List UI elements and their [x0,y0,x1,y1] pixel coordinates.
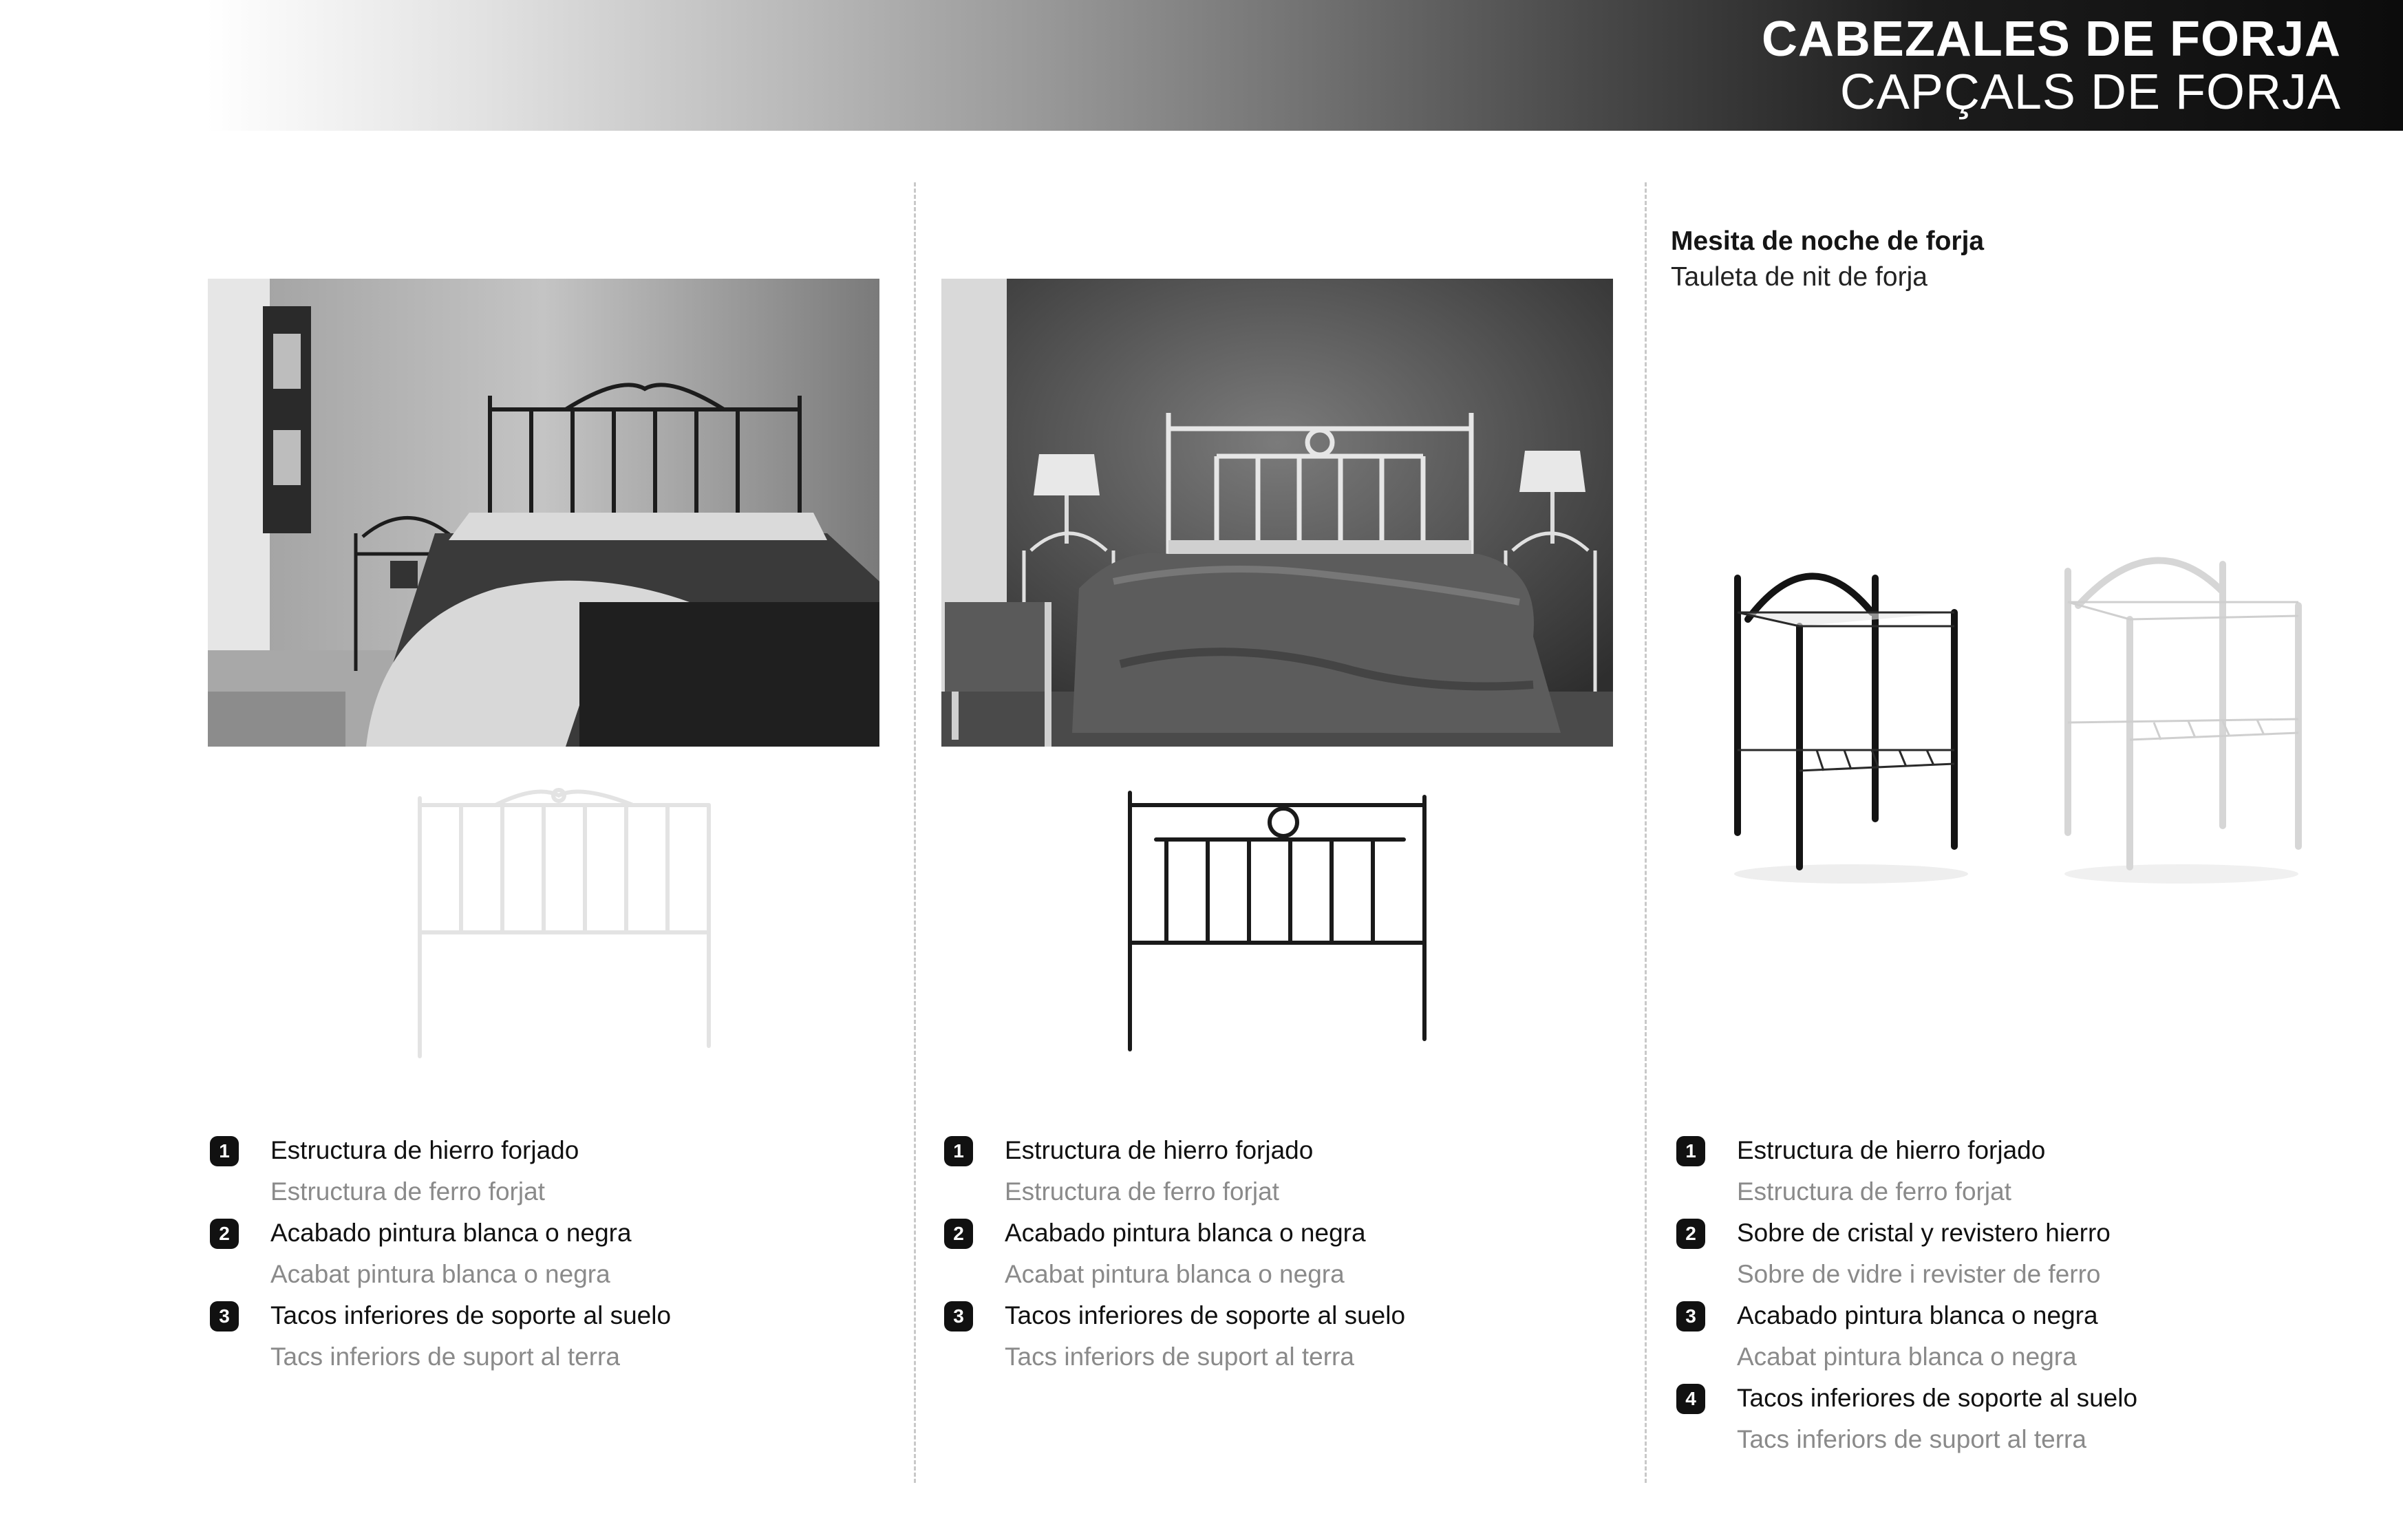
feature-text-ca: Tacs inferiors de suport al terra [270,1343,620,1371]
feature-text-ca: Estructura de ferro forjat [1005,1177,1279,1206]
feature-text-es: Acabado pintura blanca o negra [1737,1301,2098,1329]
number-badge: 4 [1676,1384,1705,1414]
feature-text-es: Sobre de cristal y revistero hierro [1737,1219,2111,1247]
number-badge: 3 [944,1301,973,1332]
number-badge: 2 [1676,1219,1705,1249]
feature-text-es: Tacos inferiores de soporte al suelo [1005,1301,1406,1329]
feature-text-es: Estructura de hierro forjado [1737,1136,2046,1164]
feature-text-ca: Tacs inferiors de suport al terra [1737,1425,2086,1453]
feature-text-ca: Acabat pintura blanca o negra [1737,1343,2077,1371]
bedroom-photo-white-headboard [941,279,1613,747]
black-nightstand-product-image [1720,544,1982,891]
nightstand-subtitle: Tauleta de nit de forja [1671,262,1927,292]
number-badge: 3 [1676,1301,1705,1332]
feature-text-ca: Acabat pintura blanca o negra [1005,1260,1345,1288]
number-badge: 3 [210,1301,239,1332]
black-headboard-product-image [1115,784,1438,1063]
column-divider [1645,182,1647,1483]
page-title: CABEZALES DE FORJA [1761,12,2341,67]
white-headboard-product-image [399,784,729,1063]
number-badge: 2 [944,1219,973,1249]
feature-text-es: Estructura de hierro forjado [1005,1136,1314,1164]
feature-text-ca: Tacs inferiors de suport al terra [1005,1343,1354,1371]
feature-text-es: Tacos inferiores de soporte al suelo [270,1301,672,1329]
bedroom-photo-black-headboard [208,279,879,747]
number-badge: 1 [944,1136,973,1166]
feature-text-ca: Sobre de vidre i revister de ferro [1737,1260,2101,1288]
header-titles [1762,12,2341,118]
feature-text-ca: Estructura de ferro forjat [270,1177,545,1206]
feature-text-es: Tacos inferiores de soporte al suelo [1737,1384,2138,1412]
nightstand-title-block [1671,224,1984,295]
number-badge: 1 [1676,1136,1705,1166]
white-nightstand-product-image [2051,537,2312,891]
feature-text-ca: Acabat pintura blanca o negra [270,1260,610,1288]
number-badge: 2 [210,1219,239,1249]
feature-text-es: Acabado pintura blanca o negra [1005,1219,1366,1247]
number-badge: 1 [210,1136,239,1166]
feature-text-ca: Estructura de ferro forjat [1737,1177,2011,1206]
column-divider [914,182,916,1483]
feature-text-es: Acabado pintura blanca o negra [270,1219,632,1247]
feature-text-es: Estructura de hierro forjado [270,1136,579,1164]
page-subtitle: CAPÇALS DE FORJA [1839,65,2341,120]
nightstand-title: Mesita de noche de forja [1671,226,1985,256]
